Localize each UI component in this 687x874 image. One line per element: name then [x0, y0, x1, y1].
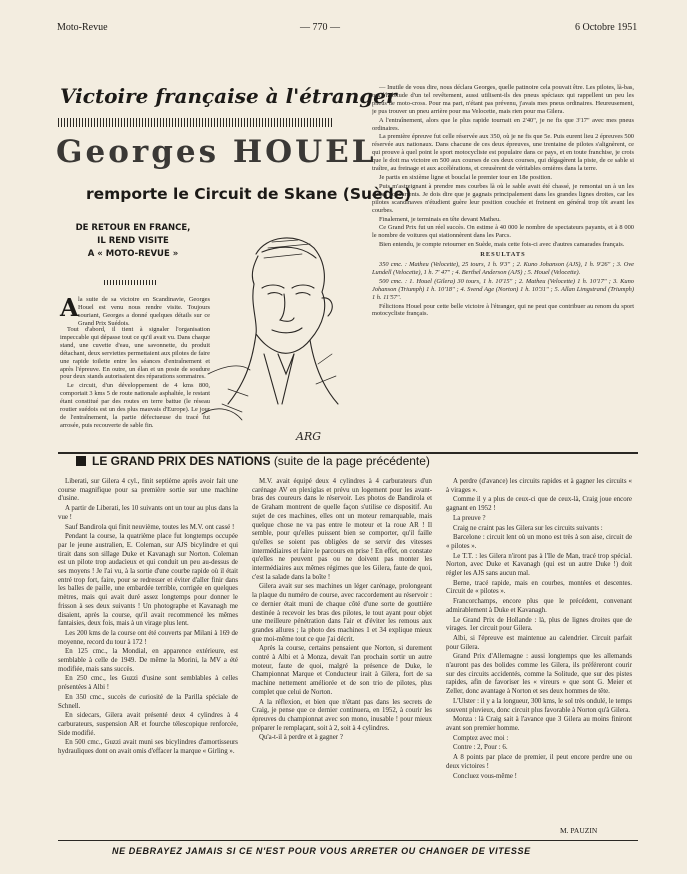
- paragraph: En 250 cmc., les Guzzi d'usine sont semblables à celles présentées à Albi !: [58, 675, 238, 692]
- intro-paragraph: la suite de sa victoire en Scandinavie, Georges Houel est venu nous rendre visite. Toujours souriant, Georges a donné quelques détails sur ce Grand Prix Suédois.: [78, 296, 210, 326]
- paragraph: A 8 points par place de premier, il peut encore perdre une ou deux victoires !: [446, 754, 632, 770]
- page-number: — 770 —: [300, 22, 340, 33]
- paragraph: Tout d'abord, il tient à signaler l'organisation impeccable qui dépasse tout ce qu'il avait vu. Dans chaque stand, une cuvette d'eau, une savonnette, du produit détachant, deux serviettes permettaient aux pilotes de faire une rapide toilette entre les séances d'entraînement et après l'épreuve. En outre, un élan et un poste de soudure pour deux stands autorisaient des réparations sommaires.: [60, 326, 210, 381]
- paragraph: Comptez avec moi :: [453, 734, 509, 742]
- paragraph: Ce Grand Prix fut un réel succès. On estime à 40 000 le nombre de spectateurs payants, et à 8 000 le nombre de voitures qui stationnèrent dans les Parcs.: [372, 224, 634, 240]
- gp-title: LE GRAND PRIX DES NATIONS: [92, 454, 271, 468]
- kicker-title: Victoire française à l'étranger: [60, 84, 397, 108]
- subheadline-line-2: IL REND VISITE: [97, 236, 169, 246]
- portrait-sketch-illustration: [198, 214, 342, 448]
- paragraph: A partir de Liberati, les 10 suivants ont un tour au plus dans la vue !: [58, 505, 238, 521]
- subheadline-line-1: DE RETOUR EN FRANCE,: [75, 223, 191, 233]
- paragraph: Barcelone : circuit lent où un mono est très à son aise, circuit de « pilotes ».: [446, 534, 632, 550]
- gp-title-line: [92, 454, 430, 468]
- square-bullet: [76, 456, 86, 466]
- paragraph: A l'entraînement, alors que le plus rapide tournait en 2'40", je ne fis que 3'17" avec mes pneus ordinaires.: [372, 116, 634, 132]
- paragraph: Grand Prix d'Allemagne : aussi longtemps que les allemands n'auront pas des bolides comme les Gilera, ils préféreront courir sur des circuits accidentés, comme la Solitude, que sur des pistes rapides, afin de favoriser les « vireurs » que sont G. Meier et Zeller, donc avantage à Norton et ses deux hommes de tête.: [446, 653, 632, 696]
- drop-cap: A: [60, 293, 79, 322]
- paragraph: Après la course, certains pensaient que Norton, si durement contré à Albi et à Monza, devait l'an prochain sortir un autre moteur, faute de quoi, malgré la présence de Duke, le Championnat Marque et Conducteur irait à Gilera, fort de sa machine nettement améliorée et de son trio de pilotes, plus complet que celui de Norton.: [252, 645, 432, 696]
- paragraph: M.V. avait équipé deux 4 cylindres à 4 carburateurs d'un carénage AV en plexiglas et prévu un logement pour les avant-bras des coureurs dans le réservoir. Les photos de Bandirola et de Graham montrent de quelle façon s'utilise ce dispositif. Au sujet de ces machines, elles ont un moteur remarquable, mais quelque chose ne va pas entre le moteur et la roue AR ! Il semble, pour qu'elles puissent bien se comporter, qu'il faille qu'elles se soient pas obligées de se servir des vitesses intermédiaires et faire le parcours en prise ! En effet, on constate qu'elles ne peuvent pas ou ne doivent pas monter les intermédiaires aux mêmes régimes que les Gilera, faute de quoi, c'est la salade dans la boîte !: [252, 478, 432, 581]
- paragraph: Puis m'astreignant à prendre mes courbes là où le sable avait été chassé, je remontai un à un les autres concurrents. Je dois dire que je gagnais principalement dans les grandes lignes droites, car les pilotes scandinaves n'étudient guère leur position couchée et freinent en général trop tôt avant les courbes.: [372, 182, 634, 214]
- feature-name: Georges HOUEL: [56, 134, 377, 170]
- paragraph: Contre : 2, Pour : 6.: [453, 744, 508, 752]
- feature-subheadline: [58, 222, 208, 261]
- gp-column-2: [252, 478, 432, 834]
- paragraph: — Inutile de vous dire, nous déclara Georges, quelle patinoire cela pouvait être. Les pilotes, là-bas, ont l'habitude d'un tel revêtement, aussi utilisent-ils des pneus spéciaux qui rappellent un peu les pneus de moto-cross. Pour ma part, n'étant pas prévenu, j'avais mes pneus ordinaires. Heureusement, je pus trouver un pneu arrière pour ma Velocette, mais rien pour ma Gilera.: [372, 84, 634, 115]
- issue-date: 6 Octobre 1951: [575, 22, 638, 33]
- paragraph: Comme il y a plus de ceux-ci que de ceux-là, Craig joue encore gagnant en 1952 !: [446, 496, 632, 513]
- paragraph: En 500 cmc., Guzzi avait muni ses bicylindres d'amortisseurs hydrauliques dont on avait omis d'effacer la marque « Girling ».: [58, 739, 238, 756]
- paragraph: Berne, tracé rapide, mais en courbes, montées et descentes. Circuit de « pilotes ».: [446, 579, 632, 596]
- paragraph: L'Ulster : il y a la longueur, 300 kms, le sol très ondulé, le temps souvent pluvieux, donc circuit plus favorable à Norton qu'à Gilera.: [446, 697, 632, 714]
- feature-intro-paragraph: [78, 296, 210, 326]
- paragraph: Albi, si l'épreuve est maintenue au calendrier. Circuit parfait pour Gilera.: [446, 634, 632, 651]
- footer-slogan: NE DEBRAYEZ JAMAIS SI CE N'EST POUR VOUS ARRETER OU CHANGER DE VITESSE: [112, 846, 531, 856]
- paragraph: Monza : là Craig sait à l'avance que 3 Gilera au moins finiront avant son premier homme.: [446, 716, 632, 732]
- paragraph: A perdre (d'avance) les circuits rapides et à gagner les circuits « à virages ».: [446, 478, 632, 494]
- paragraph: Liberati, sur Gilera 4 cyl., finit septième après avoir fait une course magnifique pour sa première sortie sur une machine d'usine.: [58, 478, 238, 503]
- feature-headline: remporte le Circuit de Skane (Suède): [86, 185, 412, 203]
- feature-right-column: [372, 84, 634, 412]
- paragraph: Gilera avait sur ses machines un léger carénage, prolongeant la plaque du numéro de course, avec raccordement au réservoir : ce dernier était muni de chaque côté d'une sorte de gouttière destinée à recevoir les bras des pilotes, le tout ayant pour objet une meilleure pénétration dans l'air et d'éviter les remous aux grandes allures ; la photo des machines 1 et 34 explique mieux que moi-même tout ce que j'ai décrit.: [252, 583, 432, 643]
- gp-column-1: [58, 478, 238, 834]
- paragraph: Craig ne craint pas les Gilera sur les circuits suivants :: [453, 524, 603, 532]
- paragraph: Finalement, je terminais en tête devant Matheu.: [379, 215, 501, 223]
- gp-title-suffix: (suite de la page précédente): [273, 454, 430, 468]
- paragraph: Le T.T. : les Gilera n'iront pas à l'Ile de Man, tracé trop spécial. Norton, avec Duke et Kavanagh (qui est un autre Duke !) doit régler les AJS sans aucun mal.: [446, 552, 632, 578]
- results-500: 500 cmc. : 1. Houel (Gilera) 30 tours, 1 h. 10'15" ; 2. Matheu (Velocette) 1 h. 10'17" ; 3. Kuno Johanson (Triumph) 1 h. 10'18" ; 4. Svend Age (Norton) 1 h. 10'31" ; 5. Allan Limgstrand (Triumph) 1 h. 11'57".: [372, 277, 634, 301]
- paragraph: Francorchamps, encore plus que le précédent, convenant admirablement à Duke et Kavanagh.: [446, 598, 632, 614]
- paragraph: Le Grand Prix de Hollande : là, plus de lignes droites que de virages. 1er circuit pour Gilera.: [446, 616, 632, 633]
- paragraph: Concluez vous-même !: [453, 772, 517, 780]
- paragraph: En sidecars, Gilera avait présenté deux 4 cylindres à 4 carburateurs, suspension AR et fourche télescopique renforcée, Side modifié.: [58, 712, 238, 737]
- results-heading: RESULTATS: [480, 251, 526, 259]
- paragraph: A la réflexion, et bien que n'étant pas dans les secrets de Craig, je pense que ce dernier continuera, en 1952, à courir les épreuves du championnat avec son mono, inusable ! pour mieux préparer le remplaçant, soit à 2, soit à 4 cylindres.: [252, 698, 432, 732]
- feature-left-column: [60, 326, 210, 446]
- paragraph: En 350 cmc., succès de curiosité de la Parilla spéciale de Schnell.: [58, 693, 238, 710]
- closing-paragraph: Félicitons Houel pour cette belle victoire à l'étranger, qui ne peut que contribuer au renom du sport motocycliste français.: [372, 302, 634, 318]
- artist-signature: ARG: [296, 430, 322, 443]
- paragraph: Je partis en sixième ligne et bouclai le premier tour en 18e position.: [379, 173, 553, 181]
- paragraph: Le circuit, d'un développement de 4 kms 800, comportait 3 kms 5 de route nationale asphaltée, le restant étant constitué par des routes en terre battue (le réseau routier suédois est un des plus mauvais d'Europe). Le jour de l'entraînement, la partie défectueuse du tracé fut arrosée, puis recouverte de sable fin.: [60, 382, 210, 429]
- paragraph: En 125 cmc., la Mondial, en apparence extérieure, est semblable à celle de 1949. De même la Morini, la MV a été modifiée, mais sans succès.: [58, 648, 238, 673]
- decorative-hatch-small: [104, 280, 156, 285]
- paragraph: Pendant la course, la quatrième place fut longtemps occupée par le jeune australien, E. Coleman, sur AJS bicylindre et qui tirait dans son sillage Duke et Kavanagh sur Norton. Coleman est un pilote trop audacieux et qui conduit un peu au-dessus de ses moyens ! Je l'ai vu, à la sortie d'une courbe rapide où il était entré trop fort, faire, pour se redresser et éviter d'aller finir dans les balles de paille, une embardée terrible, corrigée en quelques mètres, mais qui avait duré assez longtemps pour donner le frisson à ses deux suivants ! Un photographe et Kavanagh me disaient, après la course, qu'il avait recommencé les mêmes fantaisies, deux fois, mais à un virage plus lent.: [58, 533, 238, 628]
- paragraph: Qu'a-t-il à perdre et à gagner ?: [259, 734, 343, 742]
- paragraph: Bien entendu, je compte retourner en Suède, mais cette fois-ci avec d'autres camarades français.: [379, 241, 625, 249]
- author-signature: M. PAUZIN: [560, 826, 598, 835]
- paragraph: La première épreuve fut celle réservée aux 350, où je ne fis que 5e. Puis eurent lieu 2 épreuves 500 réservée aux nationaux. Dans chacune de ces deux épreuves, une trentaine de pilotes s'alignèrent, ce qui prouve à quel point le sport motocycliste est populaire dans ce pays, et en toute franchise, je crois que le doit ma victoire en 500 aux courses de ces deux courses, qui dégagèrent la piste, de ce sable si traître, au freinage et aux accélérations, et creusèrent de véritables ornières dans la terre.: [372, 133, 634, 173]
- results-350: 350 cmc. : Matheu (Velocette), 25 tours, 1 h. 9'3" ; 2. Kuno Johanson (AJS), 1 h. 9'26" ; 3. Ove Lundell (Velocette), 1 h. 7' 47" ; 4. Berthel Anderson (AJS) ; 5. Houel (Velocette).: [372, 261, 634, 276]
- paragraph: Les 200 kms de la course ont été couverts par Milani à 169 de moyenne, record du tour à 172 !: [58, 629, 238, 646]
- paragraph: Sauf Bandirola qui finit neuvième, toutes les M.V. ont cassé !: [65, 523, 235, 531]
- decorative-hatch-bar: [58, 118, 334, 127]
- footer-rule: [58, 840, 638, 841]
- subheadline-line-3: A « MOTO-REVUE »: [87, 249, 179, 259]
- paragraph: La preuve ?: [453, 514, 486, 522]
- magazine-name: Moto-Revue: [57, 22, 108, 33]
- gp-column-3: [446, 478, 632, 824]
